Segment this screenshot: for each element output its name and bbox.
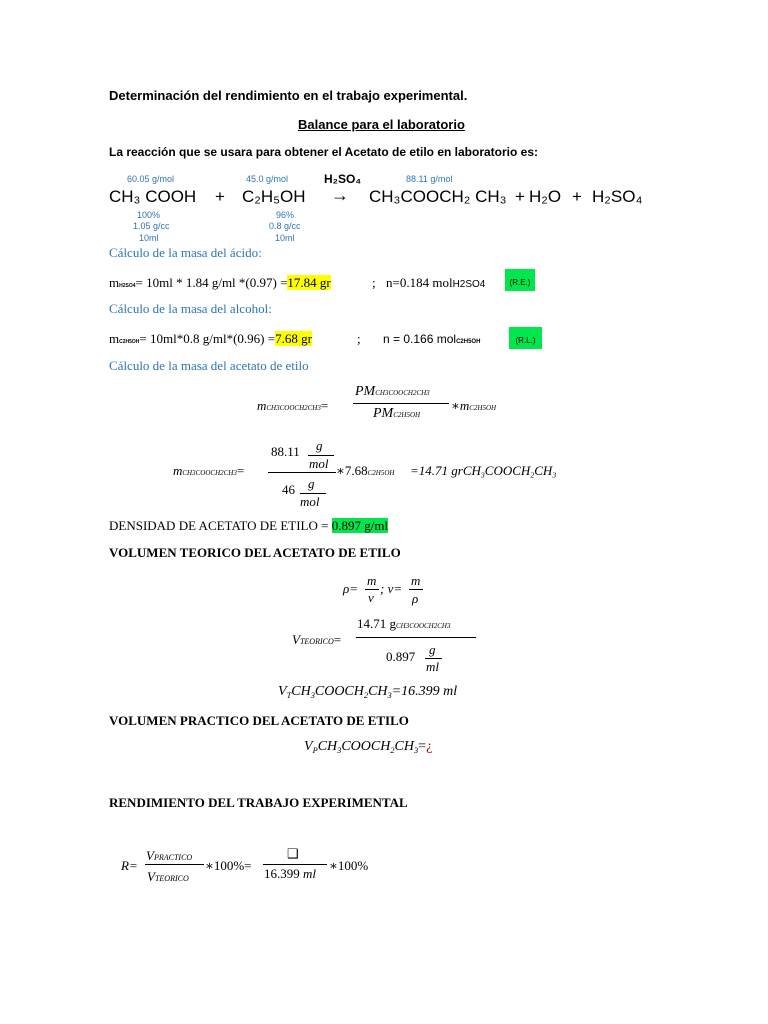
acid-purity: 100% [137, 210, 161, 220]
alcohol-molar-mass: 45.0 g/mol [246, 174, 289, 184]
acid-molar-mass: 60.05 g/mol [127, 174, 175, 184]
acid-moles: n=0.184 molH2SO4 [386, 275, 486, 290]
fraction-bar [263, 864, 327, 865]
alcohol-formula: C₂H₅OH [242, 187, 306, 206]
separator: ; [372, 275, 376, 290]
practical-volume-heading: VOLUMEN PRACTICO DEL ACETATO DE ETILO [109, 713, 409, 728]
acid-formula: CH₃ COOH [109, 187, 197, 206]
alcohol-mass-result: 7.68 gr [275, 331, 312, 346]
excess-reagent-badge: (R.E.) [505, 269, 535, 291]
yield-heading: RENDIMIENTO DEL TRABAJO EXPERIMENTAL [109, 795, 408, 810]
empty-placeholder-box: ❑ [287, 846, 299, 861]
density-value: 0.897 g/ml [331, 518, 389, 533]
reaction-arrow: → [331, 185, 349, 205]
page-title: Determinación del rendimiento en el trabajo experimental. [109, 88, 468, 103]
water-formula: H₂O [529, 187, 562, 206]
density-line: DENSIDAD DE ACETATO DE ETILO = 0.897 g/ml [109, 518, 389, 533]
alcohol-mass-heading: Cálculo de la masa del alcohol: [109, 301, 272, 316]
theoretical-volume-result: $V_TCH_3COOCH_2CH_3=16.399$ ml [278, 684, 458, 700]
acid-mass-equation: mH2SO4= 10ml * 1.84 g/ml *(0.97) =17.84 gr [109, 275, 331, 290]
ester-mass-result: =14.71 $grCH_3COOCH_2CH_3$ [410, 463, 557, 480]
alcohol-mass-equation: mC2H5OH= 10ml*0.8 g/ml*(0.96) =7.68 gr [109, 331, 312, 346]
catalyst-label: H₂SO₄ [324, 172, 362, 186]
practical-volume-formula: $V_PCH_3COOCH_2CH_3=¿$ [304, 739, 433, 755]
fraction-bar [268, 472, 336, 473]
practical-volume-placeholder: ¿ [426, 739, 433, 754]
acid-volume: 10ml [139, 233, 159, 243]
theoretical-volume-heading: VOLUMEN TEORICO DEL ACETATO DE ETILO [109, 545, 401, 560]
section-subtitle: Balance para el laboratorio [298, 117, 465, 132]
alcohol-volume: 10ml [275, 233, 295, 243]
intro-text: La reacción que se usara para obtener el Acetato de etilo en laboratorio es: [109, 145, 539, 159]
acid-mass-result: 17.84 gr [287, 275, 331, 290]
alcohol-density: 0.8 g/cc [269, 221, 301, 231]
ester-mass-heading: Cálculo de la masa del acetato de etilo [109, 358, 309, 373]
ester-molar-mass: 88.11 g/mol [406, 174, 453, 184]
acid-mass-heading: Cálculo de la masa del ácido: [109, 245, 262, 260]
fraction-bar [145, 864, 204, 865]
ester-formula: CH₃COOCH₂ CH₃ [369, 187, 507, 206]
fraction-bar [356, 637, 476, 638]
separator: ; [357, 331, 361, 346]
fraction-bar [353, 403, 449, 404]
sulfuric-acid-formula: H₂SO₄ [592, 187, 643, 206]
plus-sign: + [572, 187, 582, 206]
acid-density: 1.05 g/cc [133, 221, 170, 231]
limiting-reagent-badge: (R.L.) [509, 327, 542, 349]
alcohol-moles: n = 0.166 molC2H5OH [383, 332, 481, 346]
plus-sign: + [515, 187, 525, 206]
plus-sign: + [215, 187, 225, 206]
alcohol-purity: 96% [276, 210, 295, 220]
